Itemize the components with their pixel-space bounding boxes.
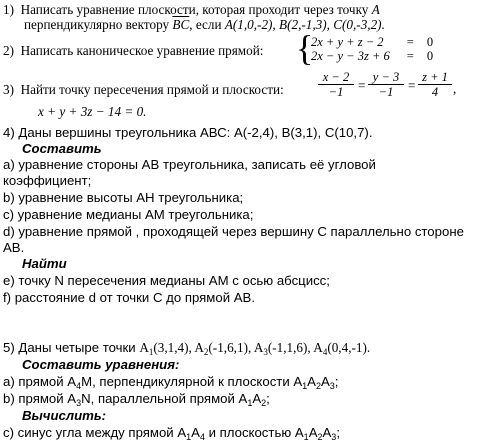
fraction-z-numerator: z + 1 xyxy=(418,70,452,85)
task-5a-text: a) прямой А xyxy=(3,374,77,389)
problem-1-text-2: перпендикулярно вектору xyxy=(24,17,173,32)
task-5c-mid: и плоскостью А xyxy=(204,425,304,440)
sub: 1 xyxy=(303,432,309,442)
task-5c xyxy=(3,425,340,445)
system-brace: { xyxy=(296,28,314,68)
problem-5-text: 5) Даны четыре точки xyxy=(3,340,140,355)
point-a1-coord: (3,1,4), xyxy=(153,340,195,355)
sub: 1 xyxy=(247,398,253,408)
point-a1-base: A xyxy=(139,340,149,355)
sub: 1 xyxy=(186,432,192,442)
equation-1-right: 0 xyxy=(426,35,434,49)
find-label: Найти xyxy=(22,256,67,271)
fraction-z xyxy=(418,70,452,99)
point-a2-coord: (-1,6,1), xyxy=(208,340,254,355)
fraction-z-denominator: 4 xyxy=(431,85,439,99)
point-a1 xyxy=(139,340,194,355)
task-4b: b) уравнение высоты АН треугольника; xyxy=(3,190,244,205)
problem-3-number: 3) xyxy=(3,82,14,97)
point-a1-index: 1 xyxy=(148,347,154,357)
task-5b-a: А xyxy=(252,391,262,406)
task-4c: c) уравнение медианы АМ треугольника; xyxy=(3,207,254,222)
fraction-equals-2: = xyxy=(408,78,416,93)
problem-1-points: A(1,0,-2), B(2,-1,3), C(0,-3,2). xyxy=(224,17,385,32)
equation-1-left: 2x + y + z − 2 xyxy=(311,35,384,49)
problem-3-text: Найти точку пересечения прямой и плоскости: xyxy=(20,82,284,97)
task-5c-a: А xyxy=(191,425,200,440)
sub: 2 xyxy=(315,381,321,391)
point-a3-index: 3 xyxy=(263,347,268,357)
problem-1-line-1 xyxy=(3,2,380,17)
sub: 2 xyxy=(317,432,323,442)
problem-2-line xyxy=(3,43,263,58)
equation-system xyxy=(308,35,436,63)
task-4e: e) точку N пересечения медианы АМ с осью абсцисс; xyxy=(3,273,330,288)
compose-label: Составить xyxy=(22,141,102,156)
task-5b-end: ; xyxy=(266,391,270,406)
point-a4-coord: (0,4,-1). xyxy=(327,340,371,355)
problem-2-number: 2) xyxy=(3,43,14,58)
point-a2-index: 2 xyxy=(203,347,209,357)
point-a3-base: A xyxy=(253,340,264,355)
fraction-y-denominator: −1 xyxy=(378,85,394,99)
task-5a-end: ; xyxy=(334,374,339,389)
fraction-y xyxy=(368,70,404,99)
problem-1-text: Написать уравнение плоскости, которая проходит через точку xyxy=(20,2,372,17)
vector-bc: $\overline{BC}$ xyxy=(172,17,190,32)
equation-2-right: 0 xyxy=(426,49,434,63)
task-5a-mid: М, перпендикулярной к плоскости А xyxy=(81,374,303,389)
task-4d: d) уравнение прямой , проходящей через вершину С параллельно стороне xyxy=(3,224,464,239)
compose-equations-label: Составить уравнения: xyxy=(22,357,180,372)
task-5a-a: А xyxy=(320,374,330,389)
sub: 4 xyxy=(76,381,82,391)
problem-1-line-2 xyxy=(24,17,385,32)
sub: 4 xyxy=(199,432,205,442)
problem-4-heading: 4) Даны вершины треугольника АВС: А(-2,4), В(3,1), С(10,7). xyxy=(3,125,373,140)
task-4f: f) расстояние d от точки С до прямой АВ. xyxy=(3,290,255,305)
task-5c-a: А xyxy=(322,425,332,440)
problem-1-number: 1) xyxy=(3,2,14,17)
sub: 3 xyxy=(331,432,337,442)
fraction-x-denominator: −1 xyxy=(328,85,344,99)
point-a3-coord: (-1,1,6), xyxy=(267,340,314,355)
sub: 3 xyxy=(76,398,82,408)
point-a2-base: A xyxy=(194,340,204,355)
sub: 2 xyxy=(261,398,267,408)
task-4d-cont: АВ. xyxy=(3,240,25,255)
sub: 3 xyxy=(329,381,335,391)
fraction-equals-1: = xyxy=(358,78,366,93)
equation-1-equals: = xyxy=(406,35,414,49)
task-4a: a) уравнение стороны АВ треугольника, записать её угловой xyxy=(3,157,376,172)
point-a3 xyxy=(254,340,313,355)
equation-2-equals: = xyxy=(406,49,414,63)
fraction-y-numerator: y − 3 xyxy=(368,70,404,85)
problem-3-line xyxy=(3,82,284,97)
calculate-label: Вычислить: xyxy=(22,408,107,423)
sub: 1 xyxy=(302,381,308,391)
task-5b-mid: N, параллельной прямой А xyxy=(81,391,248,406)
point-a4-index: 4 xyxy=(322,347,328,357)
point-a4-base: A xyxy=(313,340,323,355)
point-a-label: A xyxy=(371,2,380,17)
task-4a-cont: коэффициент; xyxy=(3,173,92,188)
plane-equation: x + y + 3z − 14 = 0. xyxy=(38,104,147,119)
task-5b-text: b) прямой А xyxy=(3,391,77,406)
equation-2-left: 2x − y − 3z + 6 xyxy=(311,49,390,63)
task-5a-a: А xyxy=(307,374,316,389)
fraction-comma: , xyxy=(453,81,457,96)
task-5c-a: А xyxy=(308,425,318,440)
fraction-x xyxy=(318,70,354,99)
fraction-x-numerator: x − 2 xyxy=(318,70,354,85)
problem-1-comma: , если xyxy=(189,17,225,32)
task-5c-text: c) синус угла между прямой А xyxy=(3,425,187,440)
problem-2-text: Написать каноническое уравнение прямой: xyxy=(20,43,264,58)
point-a4 xyxy=(313,340,370,355)
point-a2 xyxy=(194,340,253,355)
task-5c-end: ; xyxy=(336,425,340,440)
